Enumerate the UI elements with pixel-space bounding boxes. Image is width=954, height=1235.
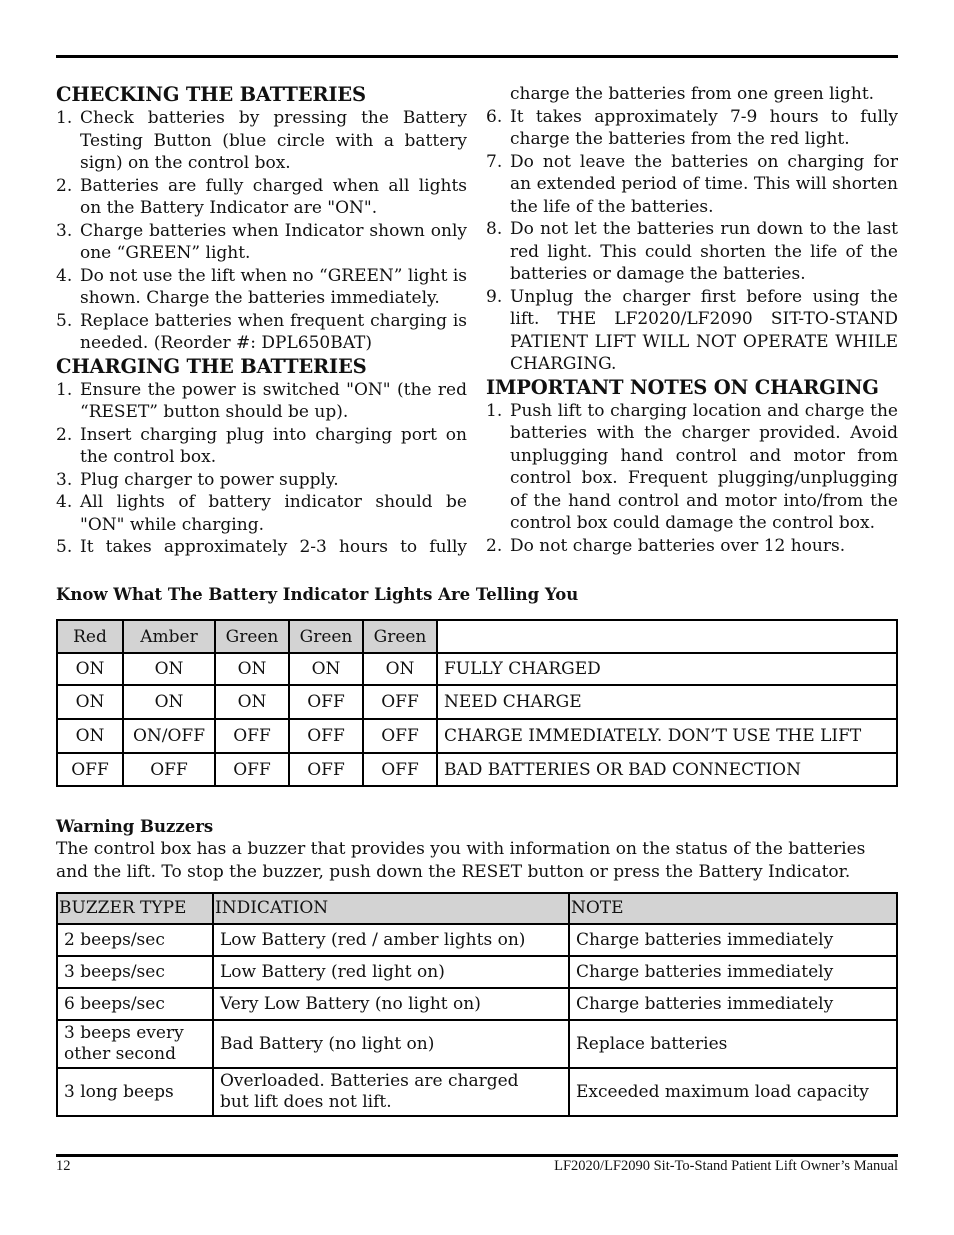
table-cell: Charge batteries immediately bbox=[569, 924, 897, 956]
table-cell: OFF bbox=[363, 719, 437, 753]
indicator-table bbox=[56, 619, 898, 787]
table-row bbox=[57, 719, 897, 753]
page-number: 12 bbox=[56, 1158, 71, 1174]
manual-title: LF2020/LF2090 Sit-To-Stand Patient Lift Owner’s Manual bbox=[554, 1158, 898, 1174]
table-cell: OFF bbox=[215, 719, 289, 753]
header-cell: Amber bbox=[123, 620, 215, 653]
table-cell: 6 beeps/sec bbox=[57, 988, 213, 1020]
list-item: 4. Do not use the lift when no “GREEN” light is shown. Charge the batteries immediately. bbox=[56, 265, 467, 308]
table-cell: NEED CHARGE bbox=[437, 685, 897, 719]
table-row bbox=[57, 753, 897, 786]
header-cell: NOTE bbox=[569, 893, 897, 924]
table-row bbox=[57, 924, 897, 956]
charging-list-continued bbox=[486, 106, 898, 376]
table-row bbox=[57, 685, 897, 719]
indicator-title: Know What The Battery Indicator Lights Are Telling You bbox=[56, 585, 579, 604]
list-item: 1. Ensure the power is switched "ON" (the red “RESET” button should be up). bbox=[56, 379, 467, 422]
table-cell: Charge batteries immediately bbox=[569, 988, 897, 1020]
table-cell: Low Battery (red / amber lights on) bbox=[213, 924, 569, 956]
list-item: 1. Push lift to charging location and charge the batteries with the charger provided. Avoid unplugging hand control and motor from control box. Frequent plugging/unplugging of the hand control and motor into/from the control box could damage the control box. bbox=[486, 400, 898, 533]
list-item: 8. Do not let the batteries run down to the last red light. This could shorten the life of the batteries or damage the batteries. bbox=[486, 219, 898, 284]
table-cell: ON bbox=[215, 685, 289, 719]
table-row bbox=[57, 653, 897, 685]
header-cell bbox=[437, 620, 897, 653]
table-cell: ON bbox=[57, 685, 123, 719]
table-cell: Very Low Battery (no light on) bbox=[213, 988, 569, 1020]
table-cell: Replace batteries bbox=[569, 1020, 897, 1068]
charging-list bbox=[56, 379, 467, 559]
table-cell: 3 long beeps bbox=[57, 1068, 213, 1116]
table-cell: FULLY CHARGED bbox=[437, 653, 897, 685]
list-item: 2. Insert charging plug into charging port on the control box. bbox=[56, 424, 467, 467]
table-cell: OFF bbox=[57, 753, 123, 786]
table-cell: ON bbox=[215, 653, 289, 685]
table-cell: Exceeded maximum load capacity bbox=[569, 1068, 897, 1116]
list-item: 7. Do not leave the batteries on charging for an extended period of time. This will shorten the life of the batteries. bbox=[486, 151, 898, 217]
list-item: 3. Plug charger to power supply. bbox=[56, 469, 339, 490]
table-cell: 2 beeps/sec bbox=[57, 924, 213, 956]
table-row bbox=[57, 1068, 897, 1116]
table-cell: ON bbox=[363, 653, 437, 685]
top-rule bbox=[56, 55, 898, 58]
table-cell: ON bbox=[123, 653, 215, 685]
buzzer-table bbox=[56, 892, 898, 1117]
list-item: 2. Batteries are fully charged when all lights on the Battery Indicator are "ON". bbox=[56, 175, 467, 218]
table-header-row bbox=[57, 893, 897, 924]
list-item: 5. It takes approximately 2-3 hours to fully bbox=[56, 537, 467, 557]
table-cell: ON/OFF bbox=[123, 719, 215, 753]
list-item: 1. Check batteries by pressing the Battery Testing Button (blue circle with a battery sign) on the control box. bbox=[56, 108, 467, 173]
table-row bbox=[57, 956, 897, 988]
table-cell: CHARGE IMMEDIATELY. DON’T USE THE LIFT bbox=[437, 719, 897, 753]
table-cell: ON bbox=[289, 653, 363, 685]
header-cell: Green bbox=[363, 620, 437, 653]
table-cell: Low Battery (red light on) bbox=[213, 956, 569, 988]
table-cell: OFF bbox=[289, 685, 363, 719]
header-cell: INDICATION bbox=[213, 893, 569, 924]
table-cell: ON bbox=[57, 653, 123, 685]
important-notes-heading: IMPORTANT NOTES ON CHARGING bbox=[486, 375, 879, 399]
continued-text: charge the batteries from one green light. bbox=[510, 84, 875, 104]
table-header-row bbox=[57, 620, 897, 653]
buzzers-intro: The control box has a buzzer that provides you with information on the status of the batteries and the lift. To stop the buzzer, push down the RESET button or press the Battery Indicator. bbox=[56, 839, 866, 882]
table-cell: OFF bbox=[289, 753, 363, 786]
table-cell: Overloaded. Batteries are charged but lift does not lift. bbox=[213, 1068, 569, 1116]
header-cell: BUZZER TYPE bbox=[57, 893, 213, 924]
list-item: 5. Replace batteries when frequent charging is needed. (Reorder #: DPL650BAT) bbox=[56, 310, 467, 353]
checking-list bbox=[56, 107, 467, 355]
table-cell: 3 beeps/sec bbox=[57, 956, 213, 988]
right-column bbox=[486, 83, 898, 557]
table-row bbox=[57, 1020, 897, 1068]
charging-heading: CHARGING THE BATTERIES bbox=[56, 354, 367, 378]
table-cell: 3 beeps every other second bbox=[57, 1020, 213, 1068]
header-cell: Red bbox=[57, 620, 123, 653]
list-item: 6. It takes approximately 7-9 hours to fully charge the batteries from the red light. bbox=[486, 106, 898, 149]
table-cell: Bad Battery (no light on) bbox=[213, 1020, 569, 1068]
table-cell: OFF bbox=[289, 719, 363, 753]
table-cell: OFF bbox=[123, 753, 215, 786]
checking-heading: CHECKING THE BATTERIES bbox=[56, 83, 366, 106]
table-cell: BAD BATTERIES OR BAD CONNECTION bbox=[437, 753, 897, 786]
list-item: 4. All lights of battery indicator should be "ON" while charging. bbox=[56, 492, 467, 535]
bottom-rule bbox=[56, 1154, 898, 1157]
header-cell: Green bbox=[215, 620, 289, 653]
table-cell: ON bbox=[123, 685, 215, 719]
list-item: 9. Unplug the charger first before using the lift. THE LF2020/LF2090 SIT-TO-STAND PATIENT LIFT WILL NOT OPERATE WHILE CHARGING. bbox=[486, 286, 898, 374]
buzzers-title: Warning Buzzers bbox=[56, 817, 214, 836]
table-cell: Charge batteries immediately bbox=[569, 956, 897, 988]
list-item: 2. Do not charge batteries over 12 hours. bbox=[486, 535, 846, 556]
notes-list bbox=[486, 400, 898, 558]
table-cell: OFF bbox=[363, 685, 437, 719]
table-cell: OFF bbox=[363, 753, 437, 786]
left-column bbox=[56, 83, 467, 559]
table-row bbox=[57, 988, 897, 1020]
list-item: 3. Charge batteries when Indicator shown only one “GREEN” light. bbox=[56, 220, 467, 263]
table-cell: ON bbox=[57, 719, 123, 753]
table-cell: OFF bbox=[215, 753, 289, 786]
header-cell: Green bbox=[289, 620, 363, 653]
